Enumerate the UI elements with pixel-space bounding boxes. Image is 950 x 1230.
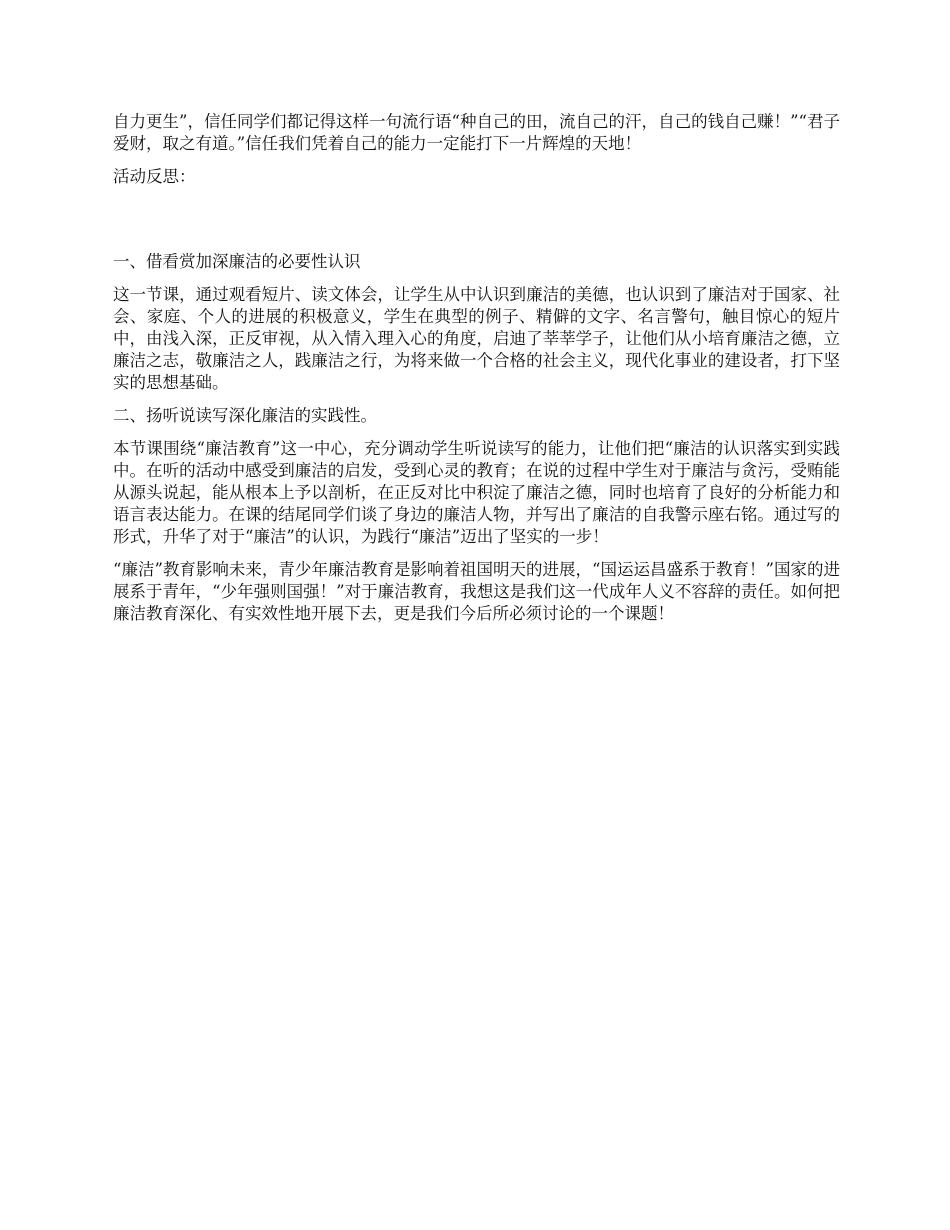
document-page — [113, 111, 840, 636]
intro-paragraph: 自力更生”，信任同学们都记得这样一句流行语“种自己的田，流自己的汗，自己的钱自己赚！”“君子爱财，取之有道。”信任我们凭着自己的能力一定能打下一片辉煌的天地！ — [113, 112, 840, 153]
section-two-heading: 二、扬听说读写深化廉洁的实践性。 — [113, 406, 377, 425]
section-one-body: 这一节课，通过观看短片、读文体会，让学生从中认识到廉洁的美德，也认识到了廉洁对于国家、社会、家庭、个人的进展的积极意义，学生在典型的例子、精僻的文字、名言警句，触目惊心的短片中，由浅入深，正反审视，从入情入理入心的角度，启迪了莘莘学子，让他们从小培育廉洁之德，立廉洁之志，敬廉洁之人，践廉洁之行，为将来做一个合格的社会主义，现代化事业的建设者，打下坚实的思想基础。 — [113, 285, 840, 392]
section-one-heading: 一、借看赏加深廉洁的必要性认识 — [113, 252, 361, 271]
closing-paragraph: “廉洁”教育影响未来，青少年廉洁教育是影响着祖国明天的进展，“国运运昌盛系于教育！”国家的进展系于青年，“少年强则国强！”对于廉洁教育，我想这是我们这一代成年人义不容辞的责任。如何把廉洁教育深化、有实效性地开展下去，更是我们今后所必须讨论的一个课题！ — [113, 560, 840, 623]
section-two-body: 本节课围绕“廉洁教育”这一中心，充分调动学生听说读写的能力，让他们把“廉洁的认识落实到实践中。在听的活动中感受到廉洁的启发，受到心灵的教育；在说的过程中学生对于廉洁与贪污，受贿能从源头说起，能从根本上予以剖析，在正反对比中积淀了廉洁之德，同时也培育了良好的分析能力和语言表达能力。在课的结尾同学们谈了身边的廉洁人物，并写出了廉洁的自我警示座右铭。通过写的形式，升华了对于“廉洁”的认识，为践行“廉洁”迈出了坚实的一步！ — [113, 439, 840, 546]
blank-spacer — [113, 199, 840, 251]
reflection-label: 活动反思： — [113, 167, 196, 186]
